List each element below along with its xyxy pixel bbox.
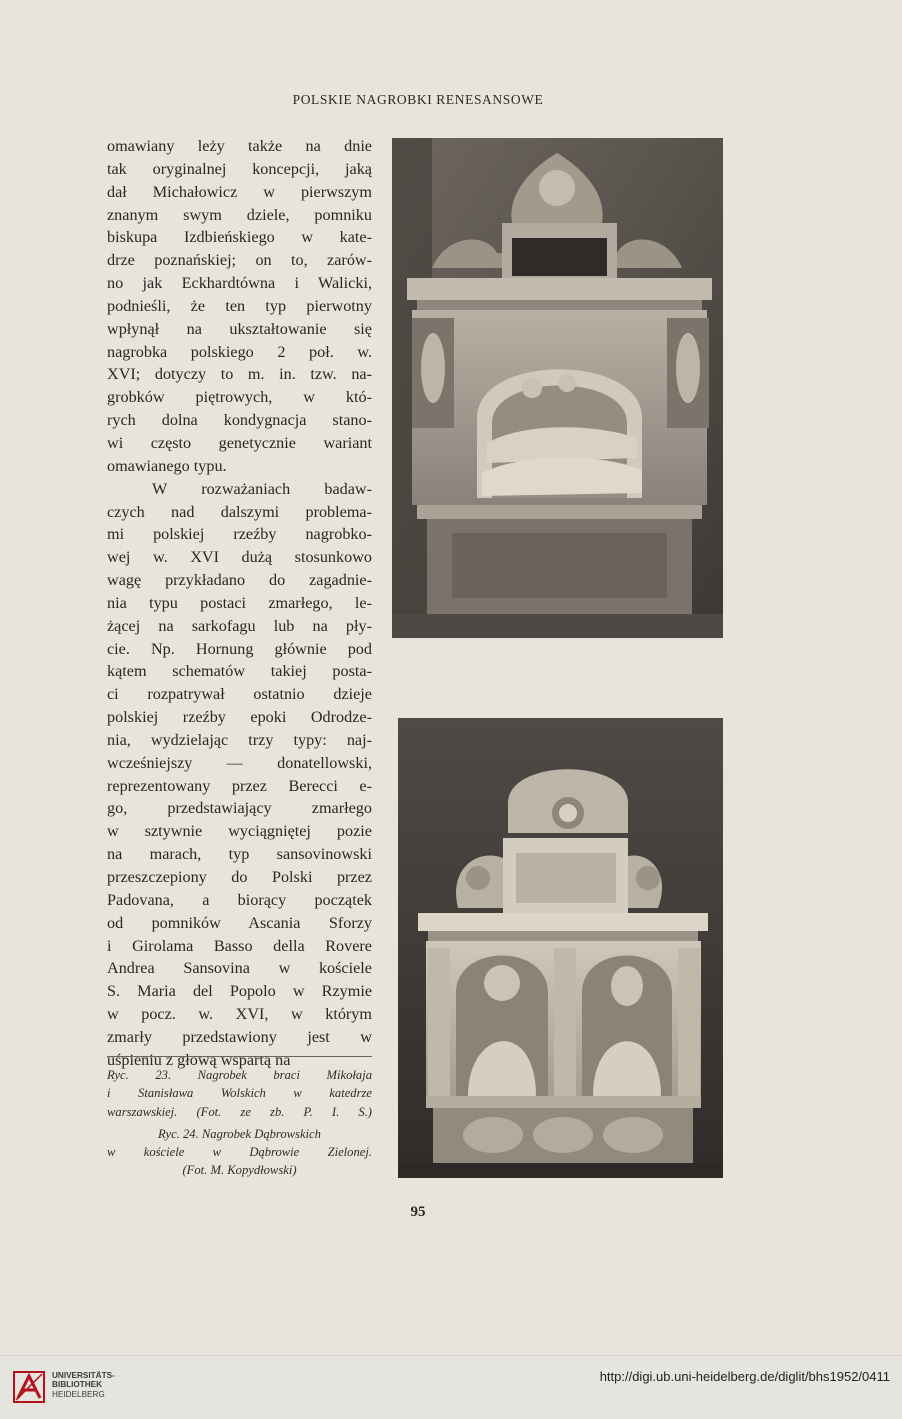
body-text-line: tak oryginalnej koncepcji, jaką: [107, 159, 372, 178]
body-text-line: grobków piętrowych, w któ-: [107, 388, 372, 407]
body-text-line: ci rozpatrywał ostatnio dzieje: [107, 685, 372, 704]
body-text-line: reprezentowany przez Berecci e-: [107, 776, 372, 795]
body-text-line: wagę przykładano do zagadnie-: [107, 571, 372, 590]
body-text-line: S. Maria del Popolo w Rzymie: [107, 982, 372, 1001]
body-text-line: wi często genetycznie wariant: [107, 433, 372, 452]
library-name: [52, 1371, 115, 1399]
permalink-url[interactable]: http://digi.ub.uni-heidelberg.de/diglit/bhs1952/0411: [599, 1369, 890, 1384]
body-text-line: no jak Eckhardtówna i Walicki,: [107, 274, 372, 293]
body-text-line: uśpieniu z głową wspartą na: [107, 1050, 291, 1069]
body-text-line: Andrea Sansovina w kościele: [107, 959, 372, 978]
body-text-line: podnieśli, że ten typ pierwotny: [107, 296, 372, 315]
body-text-line: nia, wydzielając trzy typy: naj-: [107, 730, 372, 749]
body-text-line: żącej na sarkofagu lub na pły-: [107, 616, 372, 635]
body-text: [107, 135, 372, 1072]
body-text-line: nagrobka polskiego 2 poł. w.: [107, 342, 372, 361]
caption-24-line: (Fot. M. Kopydłowski): [182, 1163, 297, 1178]
viewer-footer: [0, 1355, 902, 1419]
body-text-line: omawiany leży także na dnie: [107, 137, 372, 155]
body-text-line: przeszczepiony do Polski przez: [107, 868, 372, 886]
body-text-line: od pomników Ascania Sforzy: [107, 913, 372, 932]
caption-24-line: w kościele w Dąbrowie Zielonej.: [107, 1145, 372, 1160]
body-text-line: cie. Np. Hornung głównie pod: [107, 639, 372, 658]
body-text-line: nia typu postaci zmarłego, le-: [107, 593, 372, 612]
body-text-line: czych nad dalszymi problema-: [107, 502, 372, 521]
body-text-line: wpłynął na ukształtowanie się: [107, 319, 372, 338]
body-text-line: dał Michałowicz w pierwszym: [107, 182, 372, 201]
tomb-photo-dabrowski: [398, 718, 723, 1178]
page-number: 95: [410, 1204, 426, 1220]
body-text-line: i Girolama Basso della Rovere: [107, 936, 372, 955]
library-line: HEIDELBERG: [52, 1389, 105, 1399]
body-text-line: wej w. XVI dużą stosunkowo: [107, 548, 372, 567]
body-text-line: Padovana, a biorący początek: [107, 890, 372, 909]
body-text-line: biskupa Izdbieńskiego w kate-: [107, 228, 372, 247]
tomb-photo-wolski: [392, 138, 723, 638]
body-text-line: mi polskiej rzeźby nagrobko-: [107, 525, 372, 544]
body-text-line: kątem schematów takiej posta-: [107, 662, 372, 681]
body-text-line: rych dolna kondygnacja stano-: [107, 411, 372, 430]
body-text-line: w pocz. w. XVI, w którym: [107, 1005, 372, 1024]
running-title: POLSKIE NAGROBKI RENESANSOWE: [292, 92, 544, 107]
body-text-line: drze poznańskiej; on to, zarów-: [107, 251, 372, 270]
body-text-line: wcześniejszy — donatellowski,: [107, 753, 372, 772]
body-text-line: omawianego typu.: [107, 456, 227, 475]
body-text-line: polskiej rzeźby epoki Odrodze-: [107, 708, 372, 727]
body-text-line: XVI; dotyczy to m. in. tzw. na-: [107, 365, 372, 384]
caption-24-line: Ryc. 24. Nagrobek Dąbrowskich: [158, 1126, 321, 1141]
library-line: BIBLIOTHEK: [52, 1380, 103, 1390]
body-text-line: W rozważaniach badaw-: [152, 479, 372, 498]
caption-23-line: Ryc. 23. Nagrobek braci Mikołaja: [107, 1068, 372, 1082]
body-text-line: zmarły przedstawiony jest w: [107, 1027, 372, 1046]
body-text-line: na marach, typ sansovinowski: [107, 845, 372, 864]
library-line: UNIVERSITÄTS-: [52, 1371, 115, 1380]
caption-23-line: i Stanisława Wolskich w katedrze: [107, 1086, 372, 1101]
body-text-line: go, przedstawiający zmarłego: [107, 799, 372, 818]
body-text-line: znanym swym dziele, pomniku: [107, 205, 372, 224]
body-text-line: w sztywnie wyciągniętej pozie: [107, 822, 372, 841]
figure-captions: [107, 1066, 372, 1180]
caption-23-line: warszawskiej. (Fot. ze zb. P. I. S.): [107, 1104, 372, 1119]
caption-rule: [107, 1056, 372, 1057]
